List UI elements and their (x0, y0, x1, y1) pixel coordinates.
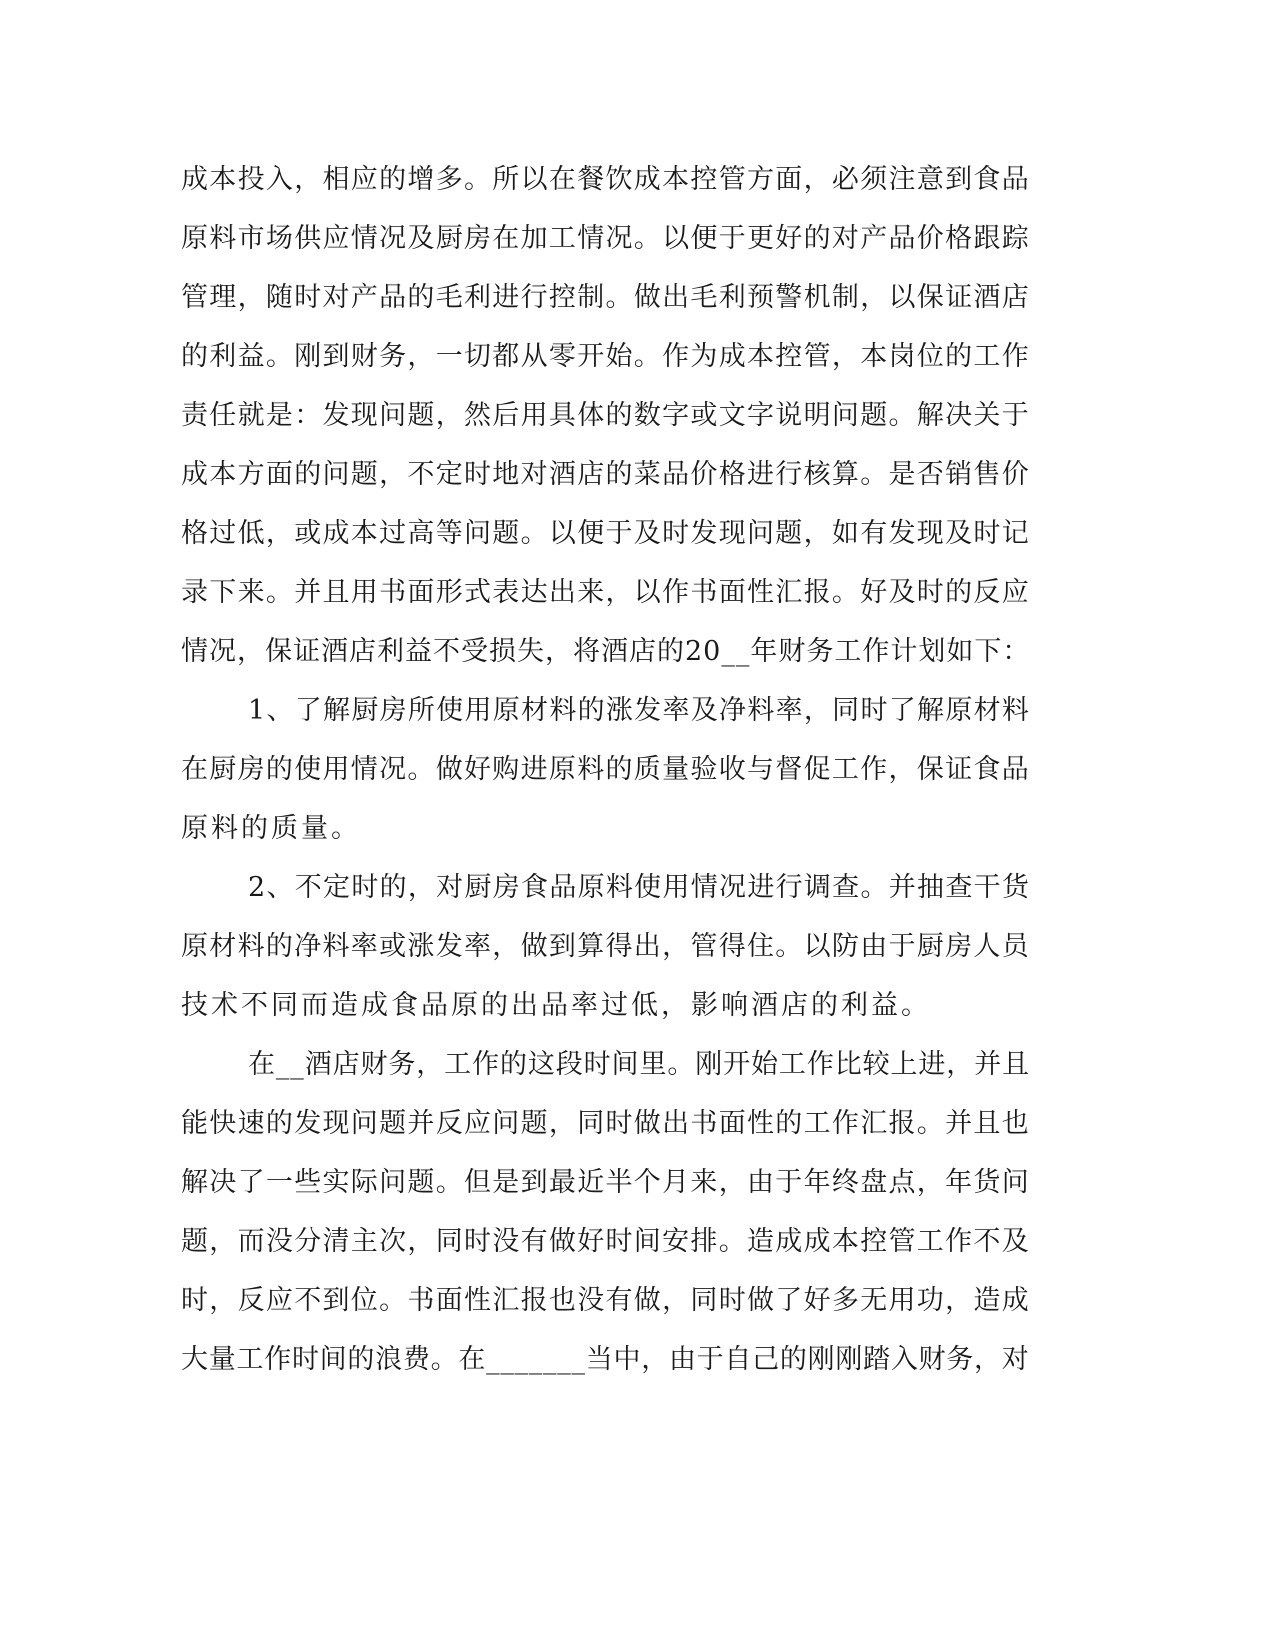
text-line: 格过低，或成本过高等问题。以便于及时发现问题，如有发现及时记 (181, 518, 1030, 549)
text-line: 能快速的发现问题并反应问题，同时做出书面性的工作汇报。并且也 (181, 1108, 1030, 1139)
text-line: 情况，保证酒店利益不受损失，将酒店的20__年财务工作计划如下： (181, 636, 1031, 667)
paragraph-first-line: 在__酒店财务，工作的这段时间里。刚开始工作比较上进，并且 (248, 1049, 1030, 1080)
text-line: 在厨房的使用情况。做好购进原料的质量验收与督促工作，保证食品 (181, 754, 1030, 785)
text-line: 原材料的净料率或涨发率，做到算得出，管得住。以防由于厨房人员 (181, 931, 1030, 962)
text-line: 解决了一些实际问题。但是到最近半个月来，由于年终盘点，年货问 (181, 1167, 1030, 1198)
text-line: 成本投入，相应的增多。所以在餐饮成本控管方面，必须注意到食品 (181, 164, 1030, 195)
text-line: 责任就是：发现问题，然后用具体的数字或文字说明问题。解决关于 (181, 400, 1030, 431)
text-line: 的利益。刚到财务，一切都从零开始。作为成本控管，本岗位的工作 (181, 341, 1030, 372)
text-line: 大量工作时间的浪费。在_______当中，由于自己的刚刚踏入财务，对 (181, 1344, 1030, 1375)
list-item-1-first-line: 1、了解厨房所使用原材料的涨发率及净料率，同时了解原材料 (248, 695, 1031, 726)
text-line: 技术不同而造成食品原的出品率过低，影响酒店的利益。 (181, 990, 931, 1021)
text-line: 题，而没分清主次，同时没有做好时间安排。造成成本控管工作不及 (181, 1226, 1030, 1257)
text-line: 管理，随时对产品的毛利进行控制。做出毛利预警机制，以保证酒店 (181, 282, 1030, 313)
list-item-2-first-line: 2、不定时的，对厨房食品原料使用情况进行调查。并抽查干货 (248, 872, 1031, 903)
text-line: 录下来。并且用书面形式表达出来，以作书面性汇报。好及时的反应 (181, 577, 1030, 608)
text-line: 成本方面的问题，不定时地对酒店的菜品价格进行核算。是否销售价 (181, 459, 1030, 490)
text-line: 原料的质量。 (181, 813, 361, 844)
text-line: 时，反应不到位。书面性汇报也没有做，同时做了好多无用功，造成 (181, 1285, 1030, 1316)
text-line: 原料市场供应情况及厨房在加工情况。以便于更好的对产品价格跟踪 (181, 223, 1030, 254)
